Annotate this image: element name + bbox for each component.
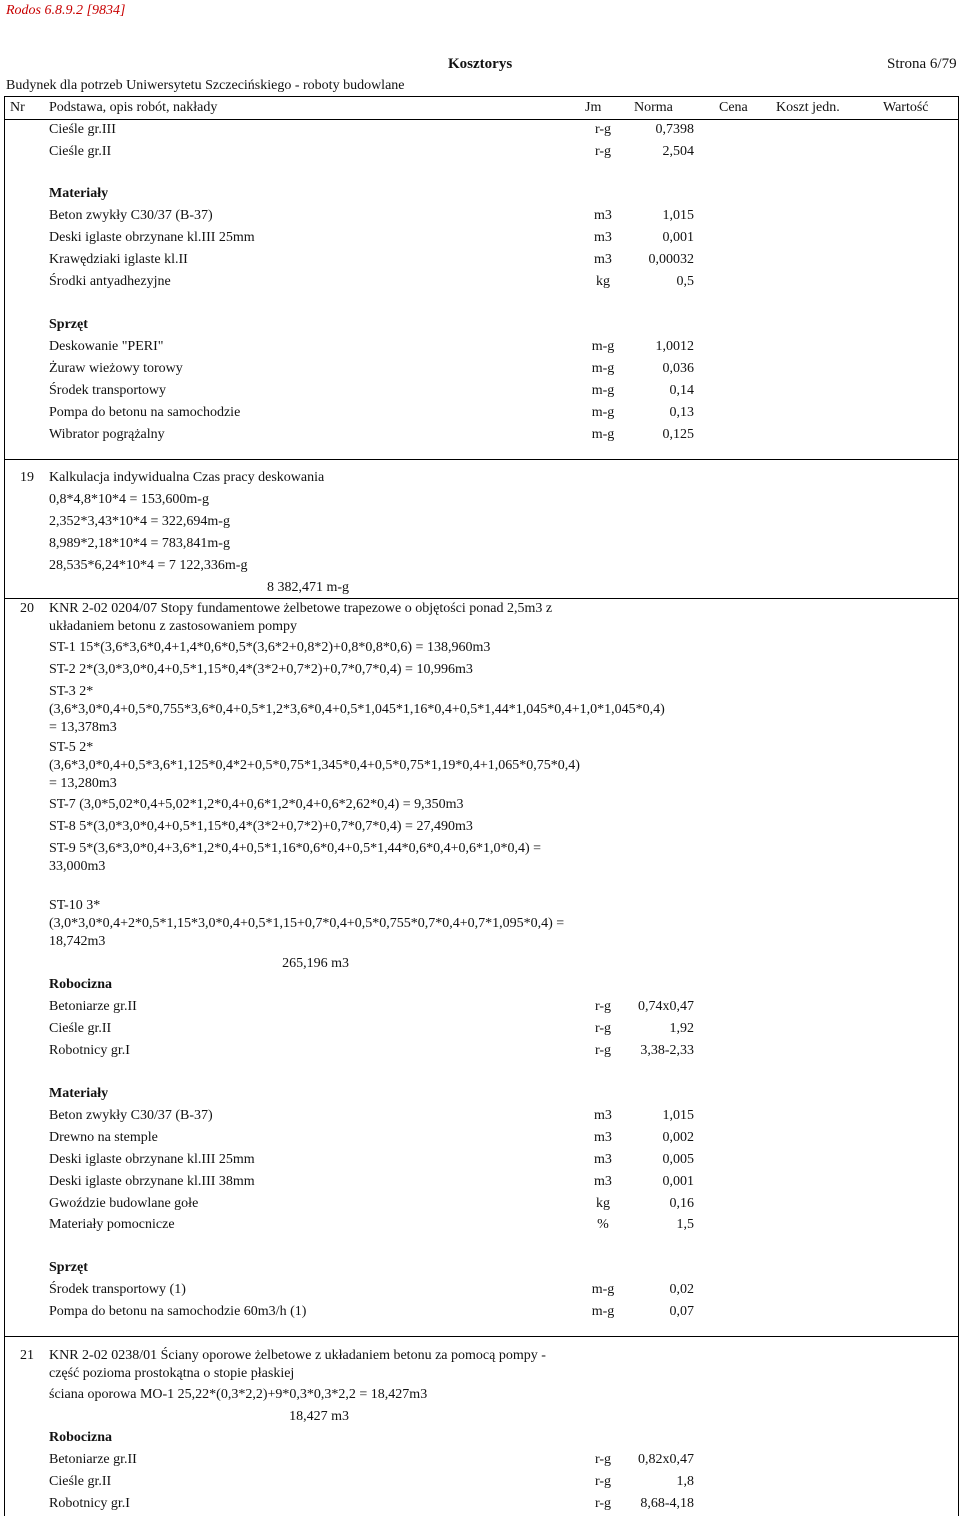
col-header-norm: Norma — [634, 100, 673, 115]
row-unit: r-g — [594, 1021, 612, 1036]
col-header-value: Wartość — [883, 100, 929, 115]
row-description: Wibrator pogrążalny — [49, 427, 165, 442]
row-description: Deski iglaste obrzynane kl.III 25mm — [49, 1152, 255, 1167]
row-unit: m3 — [594, 1130, 612, 1145]
row-description: 2,352*3,43*10*4 = 322,694m-g — [49, 514, 230, 529]
row-norm: 0,02 — [669, 1282, 694, 1297]
row-norm: 1,015 — [662, 208, 694, 223]
row-description: ST-9 5*(3,6*3,0*0,4+3,6*1,2*0,4+0,5*1,16*0,6*0,4+0,5*1,44*0,6*0,4+0,6*1,0*0,4) = 33,000m3 — [49, 841, 542, 874]
row-description: Pompa do betonu na samochodzie — [49, 405, 241, 420]
row-description: Gwoździe budowlane gołe — [49, 1196, 199, 1211]
app-title: Rodos 6.8.9.2 [9834] — [6, 3, 126, 18]
row-description: ST-1 15*(3,6*3,6*0,4+1,4*0,6*0,5*(3,6*2+0,8*2)+0,8*0,8*0,6) = 138,960m3 — [49, 640, 491, 655]
row-description: KNR 2-02 0238/01 Ściany oporowe żelbetowe z układaniem betonu za pomocą pompy - część pozioma prostokątna o stopie płaskiej — [49, 1348, 546, 1381]
col-header-nr: Nr — [10, 100, 25, 115]
item-number: 20 — [20, 601, 34, 616]
quantity-total: 265,196 m3 — [282, 956, 349, 971]
row-norm: 1,0012 — [655, 339, 694, 354]
row-norm: 1,5 — [676, 1217, 694, 1232]
section-heading: Robocizna — [49, 1430, 112, 1445]
row-description: Cieśle gr.III — [49, 122, 116, 137]
row-description: KNR 2-02 0204/07 Stopy fundamentowe żelbetowe trapezowe o objętości ponad 2,5m3 z układaniem betonu z zastosowaniem pompy — [49, 601, 553, 634]
project-name: Budynek dla potrzeb Uniwersytetu Szczecińskiego - roboty budowlane — [6, 78, 405, 93]
row-norm: 8,68-4,18 — [640, 1496, 694, 1511]
section-heading: Robocizna — [49, 977, 112, 992]
row-description: ST-5 2*(3,6*3,0*0,4+0,5*3,6*1,125*0,4*2+0,5*0,75*1,345*0,4+0,5*0,75*1,19*0,4+1,065*0,75*0,4) = 13,280m3 — [49, 740, 580, 791]
row-description: Betoniarze gr.II — [49, 999, 137, 1014]
row-unit: m-g — [591, 405, 615, 420]
header-bottom-border — [4, 119, 959, 120]
row-unit: r-g — [594, 144, 612, 159]
row-unit: m3 — [594, 1174, 612, 1189]
row-norm: 2,504 — [662, 144, 694, 159]
row-description: Beton zwykły C30/37 (B-37) — [49, 208, 213, 223]
row-unit: m-g — [591, 383, 615, 398]
row-norm: 3,38-2,33 — [640, 1043, 694, 1058]
row-norm: 0,16 — [669, 1196, 694, 1211]
row-norm: 0,13 — [669, 405, 694, 420]
row-description: Robotnicy gr.I — [49, 1496, 130, 1511]
row-norm: 0,002 — [662, 1130, 694, 1145]
row-norm: 0,125 — [662, 427, 694, 442]
section-heading: Sprzęt — [49, 317, 88, 332]
row-norm: 0,14 — [669, 383, 694, 398]
row-description: Pompa do betonu na samochodzie 60m3/h (1) — [49, 1304, 307, 1319]
col-header-description: Podstawa, opis robót, nakłady — [49, 100, 218, 115]
row-norm: 1,8 — [676, 1474, 694, 1489]
table-right-border — [958, 96, 959, 1516]
row-description: Drewno na stemple — [49, 1130, 158, 1145]
page-number: Strona 6/79 — [887, 56, 957, 72]
row-unit: r-g — [594, 1496, 612, 1511]
row-description: Deski iglaste obrzynane kl.III 25mm — [49, 230, 255, 245]
row-unit: m-g — [591, 361, 615, 376]
section-heading: Materiały — [49, 1086, 109, 1101]
row-description: 8,989*2,18*10*4 = 783,841m-g — [49, 536, 230, 551]
document-title: Kosztorys — [448, 56, 513, 72]
row-description: Beton zwykły C30/37 (B-37) — [49, 1108, 213, 1123]
row-description: Materiały pomocnicze — [49, 1217, 175, 1232]
row-description: Środek transportowy (1) — [49, 1282, 186, 1297]
item-number: 19 — [20, 470, 34, 485]
row-description: ST-10 3*(3,0*3,0*0,4+2*0,5*1,15*3,0*0,4+0,5*1,15+0,7*0,4+0,5*0,755*0,7*0,4+0,7*1,095*0,4) = 18,742m3 — [49, 898, 565, 949]
row-unit: m3 — [594, 230, 612, 245]
row-description: ST-8 5*(3,0*3,0*0,4+0,5*1,15*0,4*(3*2+0,7*2)+0,7*0,7*0,4) = 27,490m3 — [49, 819, 473, 834]
row-unit: m3 — [594, 1152, 612, 1167]
col-header-unit-cost: Koszt jedn. — [776, 100, 840, 115]
section-heading: Materiały — [49, 186, 109, 201]
row-unit: r-g — [594, 999, 612, 1014]
table-left-border — [4, 96, 5, 1516]
item-separator — [4, 459, 959, 460]
row-description: Cieśle gr.II — [49, 1474, 112, 1489]
row-description: Deski iglaste obrzynane kl.III 38mm — [49, 1174, 255, 1189]
col-header-price: Cena — [719, 100, 748, 115]
quantity-total: 8 382,471 m-g — [266, 580, 349, 595]
row-norm: 0,5 — [676, 274, 694, 289]
row-description: ST-7 (3,0*5,02*0,4+5,02*1,2*0,4+0,6*1,2*0,4+0,6*2,62*0,4) = 9,350m3 — [49, 797, 464, 812]
row-description: Żuraw wieżowy torowy — [49, 361, 183, 376]
row-unit: m3 — [594, 208, 612, 223]
row-unit: m-g — [591, 339, 615, 354]
row-description: Robotnicy gr.I — [49, 1043, 130, 1058]
row-norm: 1,92 — [669, 1021, 694, 1036]
quantity-total: 18,427 m3 — [289, 1409, 349, 1424]
row-norm: 0,036 — [662, 361, 694, 376]
row-unit: m-g — [591, 1282, 615, 1297]
row-description: ST-2 2*(3,0*3,0*0,4+0,5*1,15*0,4*(3*2+0,7*2)+0,7*0,7*0,4) = 10,996m3 — [49, 662, 473, 677]
item-number: 21 — [20, 1348, 34, 1363]
row-norm: 0,001 — [662, 230, 694, 245]
row-norm: 0,74x0,47 — [638, 999, 694, 1014]
row-unit: r-g — [594, 1043, 612, 1058]
row-description: Cieśle gr.II — [49, 144, 112, 159]
row-description: ST-3 2*(3,6*3,0*0,4+0,5*0,755*3,6*0,4+0,5*1,2*3,6*0,4+0,5*1,045*1,16*0,4+0,5*1,44*1,045*0,4+1,0*1,045*0,4) = 13,378m3 — [49, 684, 665, 735]
row-norm: 0,001 — [662, 1174, 694, 1189]
row-unit: kg — [596, 274, 610, 289]
row-description: 28,535*6,24*10*4 = 7 122,336m-g — [49, 558, 248, 573]
row-description: Środek transportowy — [49, 383, 167, 398]
row-unit: % — [597, 1217, 609, 1232]
row-norm: 0,00032 — [648, 252, 694, 267]
row-unit: r-g — [594, 1474, 612, 1489]
row-unit: m-g — [591, 427, 615, 442]
row-norm: 1,015 — [662, 1108, 694, 1123]
row-description: Cieśle gr.II — [49, 1021, 112, 1036]
row-description: Środki antyadhezyjne — [49, 274, 171, 289]
row-unit: kg — [596, 1196, 610, 1211]
col-header-unit: Jm — [585, 100, 602, 115]
row-norm: 0,82x0,47 — [638, 1452, 694, 1467]
header-top-border — [4, 96, 959, 97]
row-norm: 0,005 — [662, 1152, 694, 1167]
row-description: Krawędziaki iglaste kl.II — [49, 252, 188, 267]
item-separator — [4, 1336, 959, 1337]
row-norm: 0,07 — [669, 1304, 694, 1319]
row-description: ściana oporowa MO-1 25,22*(0,3*2,2)+9*0,3*0,3*2,2 = 18,427m3 — [49, 1387, 428, 1402]
row-description: Betoniarze gr.II — [49, 1452, 137, 1467]
row-unit: r-g — [594, 1452, 612, 1467]
row-norm: 0,7398 — [655, 122, 694, 137]
row-description: 0,8*4,8*10*4 = 153,600m-g — [49, 492, 209, 507]
row-description: Kalkulacja indywidualna Czas pracy deskowania — [49, 470, 325, 485]
row-unit: r-g — [594, 122, 612, 137]
row-unit: m-g — [591, 1304, 615, 1319]
row-unit: m3 — [594, 1108, 612, 1123]
item-separator — [4, 598, 959, 599]
row-unit: m3 — [594, 252, 612, 267]
section-heading: Sprzęt — [49, 1260, 88, 1275]
row-description: Deskowanie "PERI" — [49, 339, 164, 354]
